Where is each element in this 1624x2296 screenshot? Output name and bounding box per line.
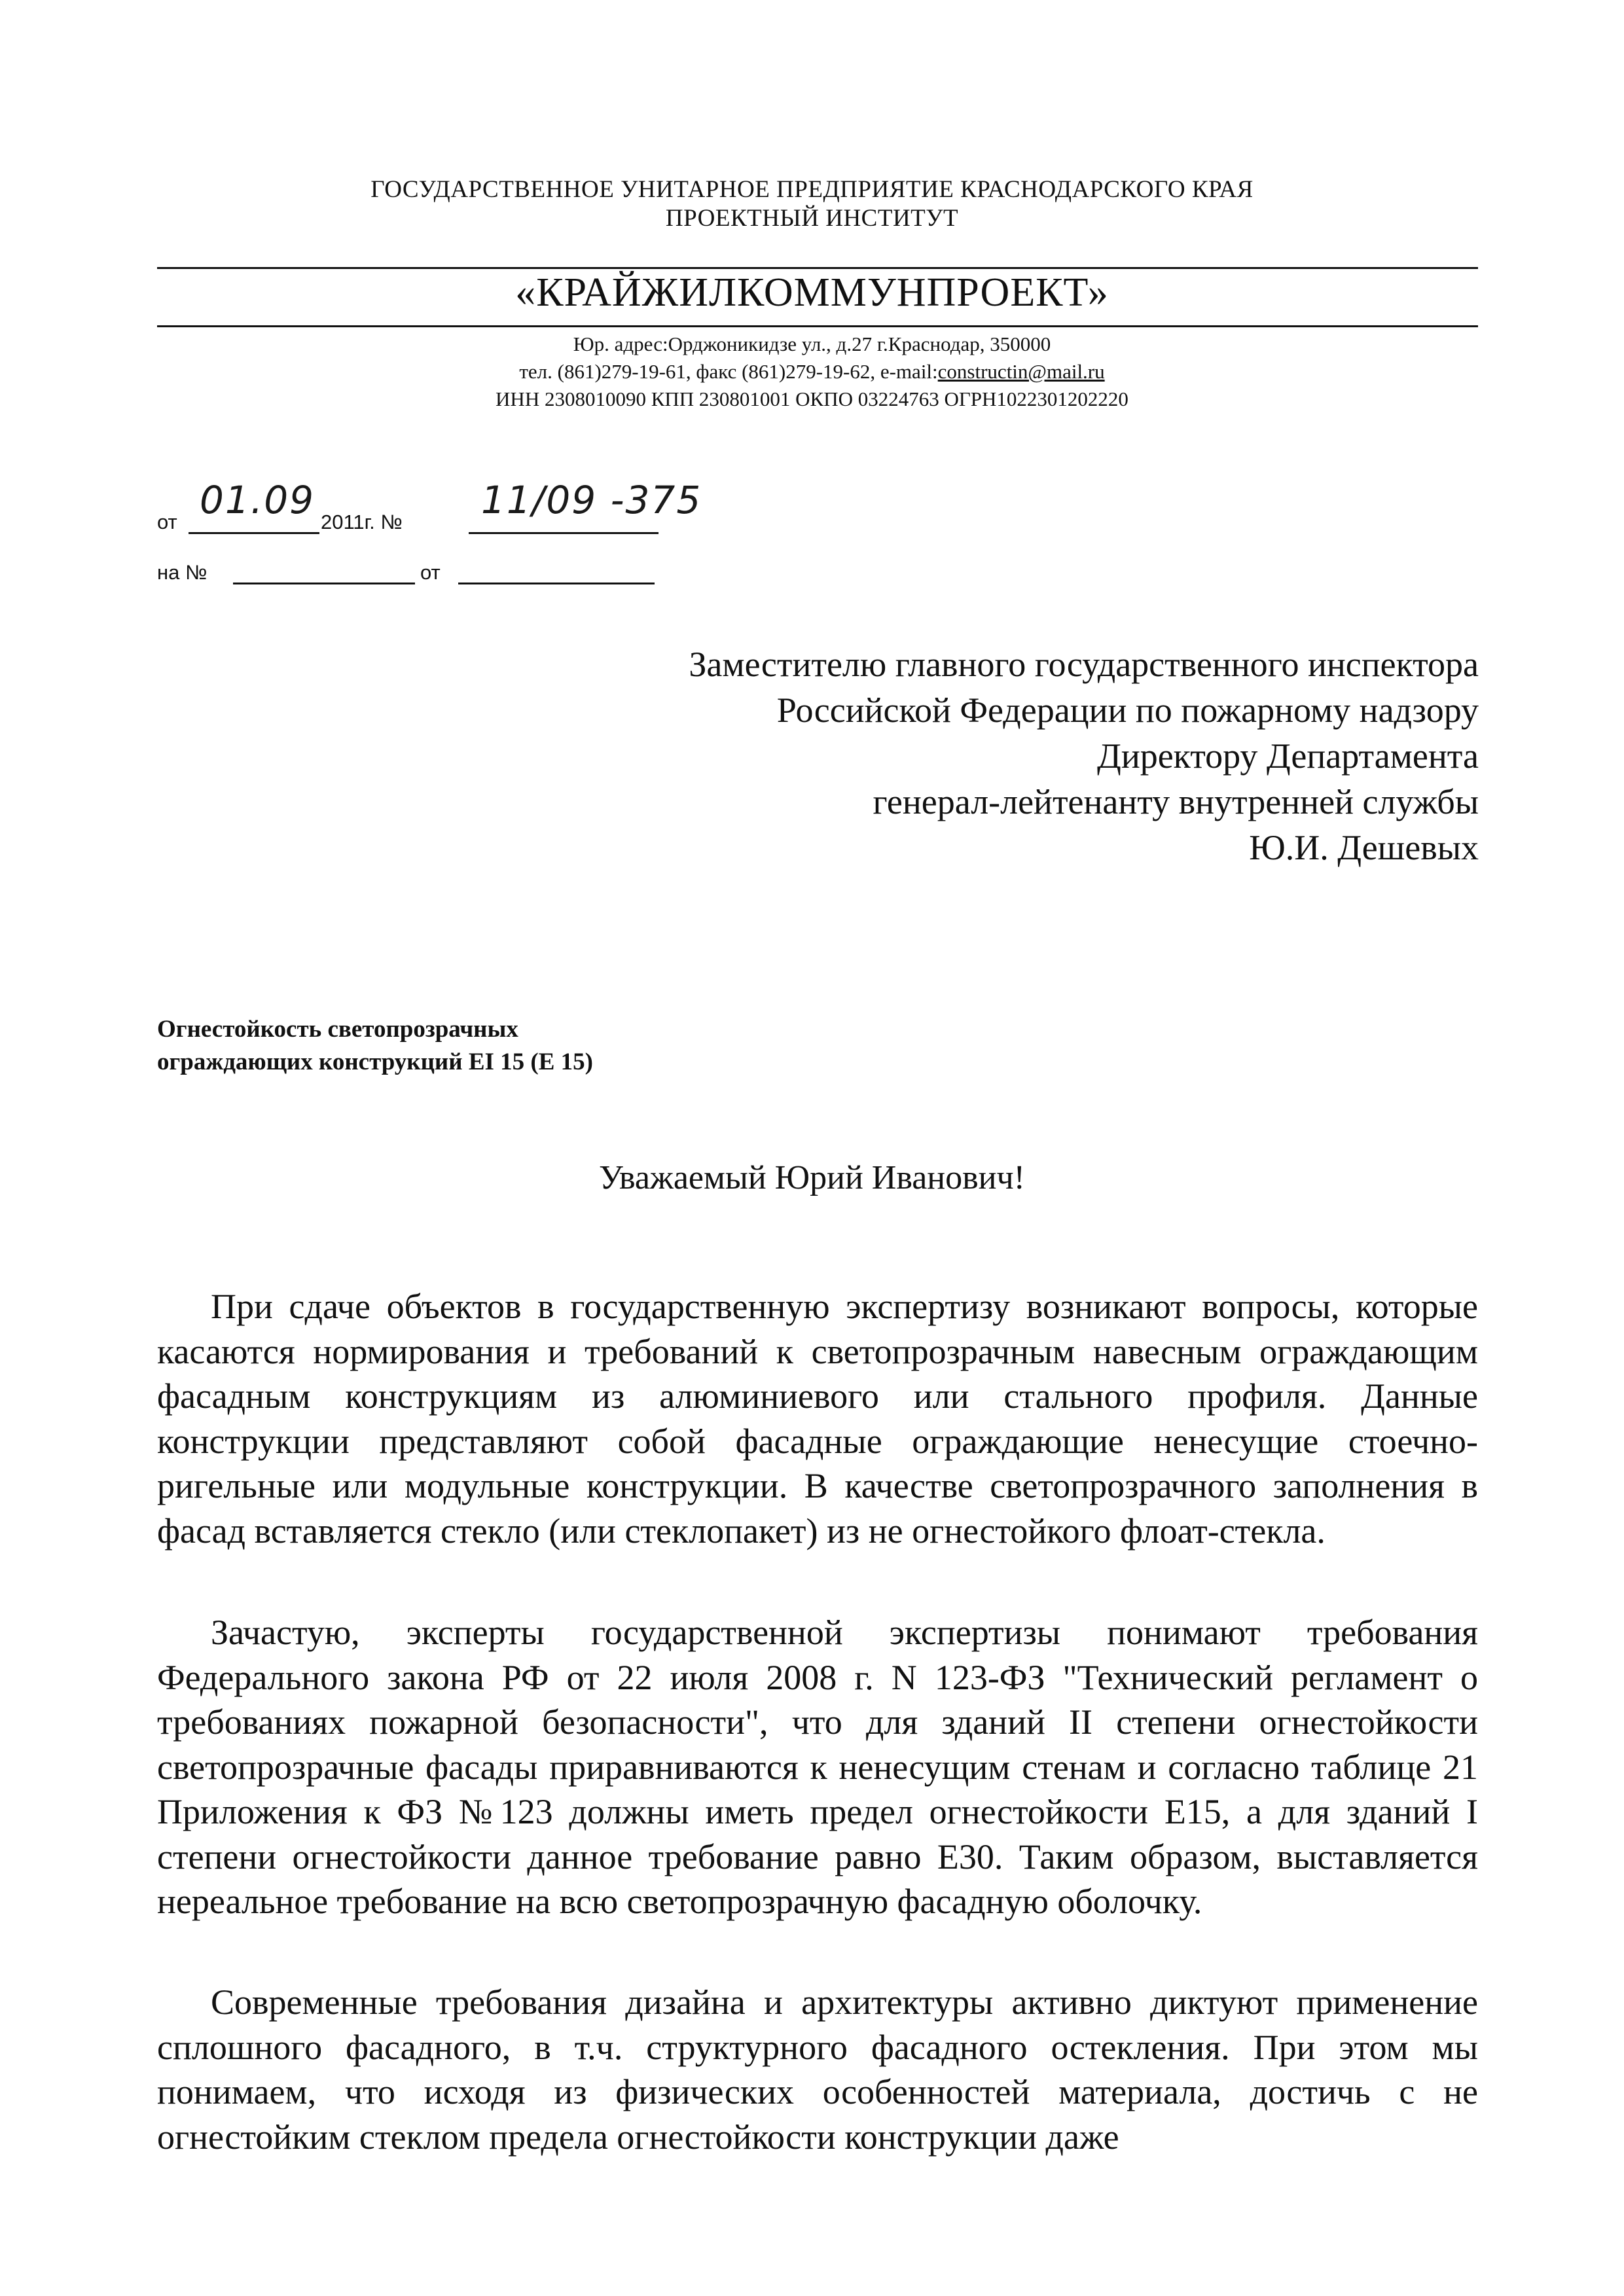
header-rule-bottom <box>157 325 1478 327</box>
addressee-name: Ю.И. Дешевых <box>1249 828 1479 867</box>
body-paragraph-2: Зачастую, эксперты государственной экспертизы понимают требования Федерального закона РФ от 22 июля 2008 г. N 123-ФЗ "Технический регламент о требованиях пожарной безопасности", что для зданий II степени огнестойкости светопрозрачные фасады приравниваются к ненесущим стенам и согласно таблице 21 Приложения к ФЗ №123 должны иметь предел огнестойкости Е15, а для зданий I степени огнестойкости данное требование равно Е30. Таким образом, выставляется нереальное требование на всю светопрозрачную фасадную оболочку. <box>157 1613 1478 1921</box>
addressee-line-4: генерал-лейтенанту внутренней службы <box>873 782 1479 821</box>
email-link[interactable]: constructin@mail.ru <box>937 360 1105 383</box>
reply-number-line <box>233 583 415 584</box>
addressee-line-3: Директору Департамента <box>1096 736 1479 776</box>
addressee-line-1: Заместителю главного государственного инспектора <box>689 645 1479 684</box>
number-line <box>469 532 659 534</box>
addressee-line-2: Российской Федерации по пожарному надзору <box>776 691 1479 730</box>
handwritten-date: 01.09 <box>200 478 316 522</box>
header-rule-top <box>157 267 1478 269</box>
org-registry: ИНН 2308010090 КПП 230801001 ОКПО 03224763 ОГРН1022301202220 <box>496 387 1128 410</box>
body-paragraph-1: При сдаче объектов в государственную экспертизу возникают вопросы, которые касаются нормирования и требований к светопрозрачным навесным ограждающим фасадным конструкциям из алюминиевого или стального профиля. Данные конструкции представляют собой фасадные ограждающие ненесущие стоечно-ригельные или модульные конструкции. В качестве светопрозрачного заполнения в фасад вставляется стекло (или стеклопакет) из не огнестойкого флоат-стекла. <box>157 1287 1478 1551</box>
org-address: Юр. адрес:Орджоникидзе ул., д.27 г.Краснодар, 350000 <box>573 332 1051 355</box>
reply-from-label: от <box>420 561 441 584</box>
subject-line-1: Огнестойкость светопрозрачных <box>157 1016 518 1043</box>
body-paragraph-3: Современные требования дизайна и архитектуры активно диктуют применение сплошного фасадного, в т.ч. структурного фасадного остекления. При этом мы понимаем, что исходя из физических особенностей материала, достичь с не огнестойким стеклом предела огнестойкости конструкции даже <box>157 1982 1478 2157</box>
year-number-label: 2011г. № <box>321 511 403 533</box>
org-name: «КРАЙЖИЛКОММУНПРОЕКТ» <box>515 270 1109 315</box>
org-contacts <box>0 360 1624 384</box>
org-line-1: ГОСУДАРСТВЕННОЕ УНИТАРНОЕ ПРЕДПРИЯТИЕ КРАСНОДАРСКОГО КРАЯ <box>370 176 1254 203</box>
org-line-2: ПРОЕКТНЫЙ ИНСТИТУТ <box>665 205 959 232</box>
reply-date-line <box>458 583 655 584</box>
reply-number-label: на № <box>157 561 208 584</box>
handwritten-number: 11/09 -375 <box>481 478 702 522</box>
subject-line-2: ограждающих конструкций EI 15 (Е 15) <box>157 1049 593 1075</box>
salutation: Уважаемый Юрий Иванович! <box>599 1159 1025 1196</box>
phone-fax: тел. (861)279-19-61, факс (861)279-19-62, e-mail: <box>519 360 938 383</box>
from-label: от <box>157 511 177 533</box>
date-line <box>189 532 319 534</box>
